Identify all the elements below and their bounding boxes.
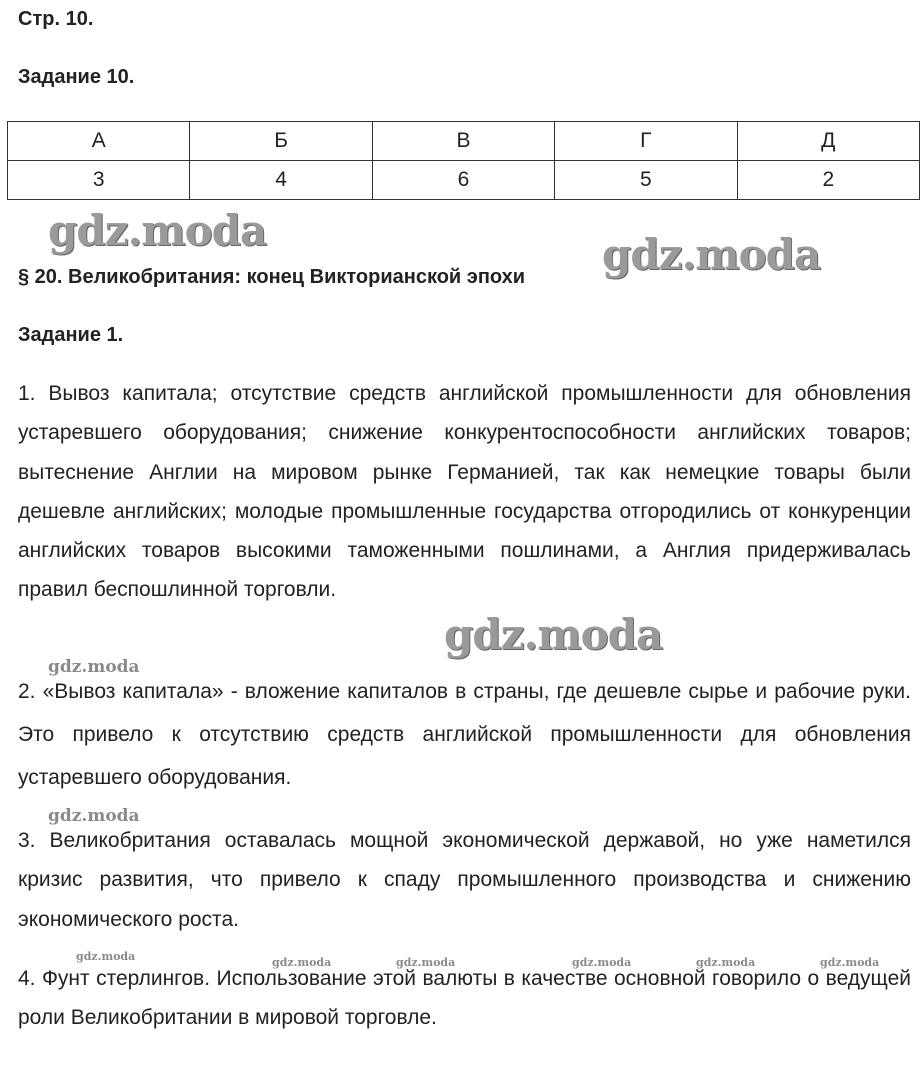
table-header-cell: А xyxy=(8,122,190,161)
watermark-logo: gdz.moda xyxy=(396,956,456,969)
answers-table xyxy=(7,121,920,200)
table-header-cell: Г xyxy=(555,122,737,161)
watermark-logo: gdz.moda xyxy=(444,610,663,659)
watermark-logo: gdz.moda xyxy=(48,657,140,677)
table-cell: 5 xyxy=(555,161,737,200)
answer-paragraph-4: 4. Фунт стерлингов. Использование этой валюты в качестве основной говорило о ведущей роли Великобритании в мировой торговле. xyxy=(18,967,911,1030)
answer-paragraph-2: 2. «Вывоз капитала» - вложение капиталов в страны, где дешевле сырье и рабочие руки. Это привело к отсутствию средств английской промышленности для обновления устаревшего оборудования. xyxy=(18,680,911,789)
answer-paragraph-3: 3. Великобритания оставалась мощной экономической державой, но уже наметился кризис развития, что привело к спаду промышленного производства и снижению экономического роста. xyxy=(18,829,911,931)
task-10-title: Задание 10. xyxy=(18,66,135,88)
watermark-logo: gdz.moda xyxy=(572,956,632,969)
table-header-row xyxy=(8,122,920,161)
watermark-logo: gdz.moda xyxy=(48,206,267,255)
watermark-logo: gdz.moda xyxy=(820,956,880,969)
watermark-logo: gdz.moda xyxy=(272,956,332,969)
section-title: § 20. Великобритания: конец Викторианской эпохи xyxy=(18,266,526,288)
table-row xyxy=(8,161,920,200)
table-cell: 3 xyxy=(8,161,190,200)
watermark-logo: gdz.moda xyxy=(602,230,821,279)
table-cell: 4 xyxy=(190,161,372,200)
table-cell: 6 xyxy=(372,161,554,200)
watermark-logo: gdz.moda xyxy=(696,956,756,969)
table-header-cell: Б xyxy=(190,122,372,161)
answer-paragraph-1: 1. Вывоз капитала; отсутствие средств английской промышленности для обновления устаревшего оборудования; снижение конкурентоспособности английских товаров; вытеснение Англии на мировом рынке Германией, так как немецкие товары были дешевле английских; молодые промышленные государства отгородились от конкуренции английских товаров высокими таможенными пошлинами, а Англия придерживалась правил беспошлинной торговли. xyxy=(18,382,911,602)
page-label: Стр. 10. xyxy=(18,8,94,30)
task-1-title: Задание 1. xyxy=(18,324,124,346)
watermark-logo: gdz.moda xyxy=(76,950,136,963)
table-cell: 2 xyxy=(737,161,919,200)
watermark-logo: gdz.moda xyxy=(48,806,140,826)
table-header-cell: Д xyxy=(737,122,919,161)
table-header-cell: В xyxy=(372,122,554,161)
